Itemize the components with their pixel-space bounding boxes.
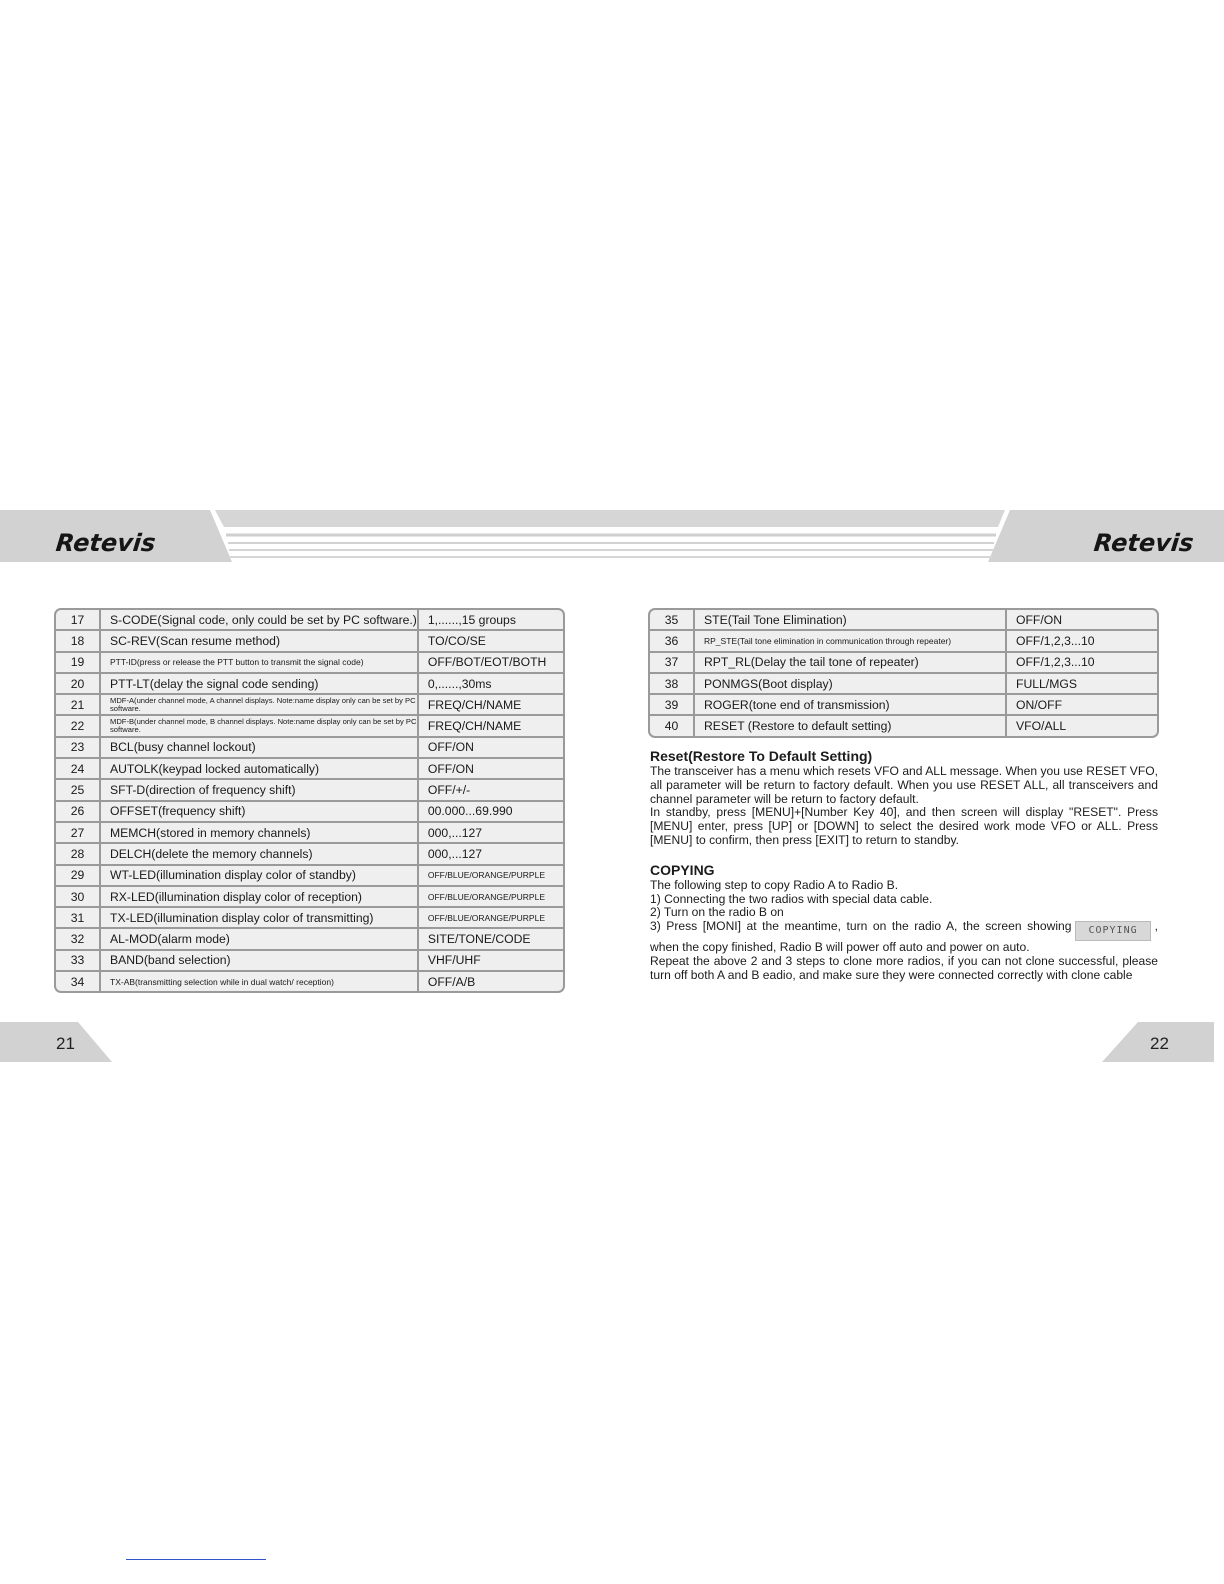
menu-item: AUTOLK(keypad locked automatically) <box>99 759 417 778</box>
menu-number: 28 <box>56 844 99 863</box>
copying-repeat: Repeat the above 2 and 3 steps to clone more radios, if you can not clone successful, please turn off both A and B eadio, and make sure they were connected correctly with clone cable <box>650 953 1158 982</box>
menu-item: RESET (Restore to default setting) <box>693 716 1005 735</box>
menu-number: 20 <box>56 674 99 693</box>
table-row <box>56 738 563 757</box>
menu-number: 33 <box>56 951 99 970</box>
menu-number: 23 <box>56 738 99 757</box>
reset-paragraph-2: In standby, press [MENU]+[Number Key 40], and then screen will display "RESET". Press [MENU] enter, press [UP] or [DOWN] to select the desired work mode VFO or ALL. Press [MENU] to confirm, then press [EXIT] to return to standby. <box>650 805 1158 847</box>
menu-item: WT-LED(illumination display color of standby) <box>99 866 417 885</box>
copying-intro: The following step to copy Radio A to Radio B. <box>650 877 899 892</box>
menu-number: 29 <box>56 866 99 885</box>
menu-number: 26 <box>56 802 99 821</box>
menu-item: TX-AB(transmitting selection while in dual watch/ reception) <box>99 972 417 991</box>
menu-item: TX-LED(illumination display color of transmitting) <box>99 908 417 927</box>
menu-values: 000,...127 <box>417 823 563 842</box>
menu-number: 38 <box>650 674 693 693</box>
menu-number: 37 <box>650 653 693 672</box>
menu-values: OFF/1,2,3...10 <box>1005 653 1157 672</box>
menu-values: OFF/BOT/EOT/BOTH <box>417 653 563 672</box>
menu-number: 30 <box>56 887 99 906</box>
table-row <box>56 674 563 693</box>
menu-item: STE(Tail Tone Elimination) <box>693 610 1005 629</box>
menu-number: 39 <box>650 695 693 714</box>
lcd-copying-display: COPYING <box>1075 921 1150 941</box>
table-row <box>56 929 563 948</box>
menu-item: S-CODE(Signal code, only could be set by PC software.) <box>99 610 417 629</box>
menu-values: OFF/BLUE/ORANGE/PURPLE <box>417 866 563 885</box>
menu-item: OFFSET(frequency shift) <box>99 802 417 821</box>
menu-item: PTT-LT(delay the signal code sending) <box>99 674 417 693</box>
menu-number: 35 <box>650 610 693 629</box>
menu-number: 22 <box>56 716 99 735</box>
menu-item: RPT_RL(Delay the tail tone of repeater) <box>693 653 1005 672</box>
table-row <box>56 951 563 970</box>
menu-number: 19 <box>56 653 99 672</box>
menu-item: ROGER(tone end of transmission) <box>693 695 1005 714</box>
menu-item: MDF-A(under channel mode, A channel displays. Note:name display only can be set by PC software. <box>99 695 417 714</box>
table-row <box>56 631 563 650</box>
menu-number: 24 <box>56 759 99 778</box>
instructions-text <box>650 748 1158 983</box>
table-row <box>650 695 1157 714</box>
table-row <box>56 610 563 629</box>
menu-values: FULL/MGS <box>1005 674 1157 693</box>
menu-values: SITE/TONE/CODE <box>417 929 563 948</box>
table-row <box>56 780 563 799</box>
table-row <box>650 716 1157 735</box>
table-row <box>650 631 1157 650</box>
menu-number: 25 <box>56 780 99 799</box>
table-row <box>650 674 1157 693</box>
table-row <box>650 653 1157 672</box>
table-row <box>650 610 1157 629</box>
copying-step-1: 1) Connecting the two radios with special data cable. <box>650 891 933 906</box>
table-row <box>56 653 563 672</box>
menu-item: MDF-B(under channel mode, B channel displays. Note:name display only can be set by PC software. <box>99 716 417 735</box>
reset-paragraph-1: The transceiver has a menu which resets VFO and ALL message. When you use RESET VFO, all parameter will be return to factory default. When you use RESET ALL, all transceivers and channel parameter will be return to factory default. <box>650 764 1158 806</box>
menu-number: 34 <box>56 972 99 991</box>
menu-values: OFF/BLUE/ORANGE/PURPLE <box>417 908 563 927</box>
menu-values: ON/OFF <box>1005 695 1157 714</box>
copying-heading: COPYING <box>650 861 715 878</box>
table-row <box>56 844 563 863</box>
menu-values: 1,......,15 groups <box>417 610 563 629</box>
bottom-link-line <box>126 1559 266 1560</box>
menu-values: OFF/ON <box>1005 610 1157 629</box>
menu-table-left <box>54 608 565 993</box>
menu-number: 27 <box>56 823 99 842</box>
table-row <box>56 908 563 927</box>
menu-item: DELCH(delete the memory channels) <box>99 844 417 863</box>
table-row <box>56 759 563 778</box>
menu-number: 40 <box>650 716 693 735</box>
menu-values: OFF/A/B <box>417 972 563 991</box>
header-band <box>0 510 1224 562</box>
copying-step-3-pre: 3) Press [MONI] at the meantime, turn on the radio A, the screen showing <box>650 919 1072 934</box>
menu-values: 000,...127 <box>417 844 563 863</box>
menu-number: 36 <box>650 631 693 650</box>
menu-item: PTT-ID(press or release the PTT button to transmit the signal code) <box>99 653 417 672</box>
menu-values: OFF/ON <box>417 759 563 778</box>
menu-item: PONMGS(Boot display) <box>693 674 1005 693</box>
table-row <box>56 695 563 714</box>
menu-values: OFF/ON <box>417 738 563 757</box>
menu-number: 17 <box>56 610 99 629</box>
menu-values: VFO/ALL <box>1005 716 1157 735</box>
menu-values: OFF/1,2,3...10 <box>1005 631 1157 650</box>
menu-values: 00.000...69.990 <box>417 802 563 821</box>
menu-values: OFF/BLUE/ORANGE/PURPLE <box>417 887 563 906</box>
menu-values: TO/CO/SE <box>417 631 563 650</box>
table-row <box>56 823 563 842</box>
menu-values: 0,......,30ms <box>417 674 563 693</box>
menu-values: VHF/UHF <box>417 951 563 970</box>
menu-values: FREQ/CH/NAME <box>417 695 563 714</box>
copying-step-3 <box>650 920 1158 955</box>
table-row <box>56 716 563 735</box>
menu-item: SFT-D(direction of frequency shift) <box>99 780 417 799</box>
menu-number: 18 <box>56 631 99 650</box>
menu-values: OFF/+/- <box>417 780 563 799</box>
brand-logo-left: Retevis <box>54 529 157 557</box>
reset-heading: Reset(Restore To Default Setting) <box>650 748 873 764</box>
page-number-left: 21 <box>56 1034 75 1053</box>
table-row <box>56 972 563 991</box>
menu-item: RX-LED(illumination display color of reception) <box>99 887 417 906</box>
menu-item: RP_STE(Tail tone elimination in communication through repeater) <box>693 631 1005 650</box>
table-row <box>56 802 563 821</box>
menu-number: 32 <box>56 929 99 948</box>
menu-number: 31 <box>56 908 99 927</box>
menu-item: MEMCH(stored in memory channels) <box>99 823 417 842</box>
menu-item: BAND(band selection) <box>99 951 417 970</box>
brand-logo-right: Retevis <box>1092 529 1195 557</box>
menu-item: SC-REV(Scan resume method) <box>99 631 417 650</box>
page-number-right: 22 <box>1150 1034 1169 1053</box>
menu-values: FREQ/CH/NAME <box>417 716 563 735</box>
table-row <box>56 866 563 885</box>
copying-step-2: 2) Turn on the radio B on <box>650 905 784 920</box>
menu-table-right <box>648 608 1159 738</box>
copying-step-3-post: , when the copy finished, Radio B will power off auto and power on auto. <box>650 919 1158 955</box>
table-row <box>56 887 563 906</box>
menu-item: AL-MOD(alarm mode) <box>99 929 417 948</box>
menu-item: BCL(busy channel lockout) <box>99 738 417 757</box>
menu-number: 21 <box>56 695 99 714</box>
